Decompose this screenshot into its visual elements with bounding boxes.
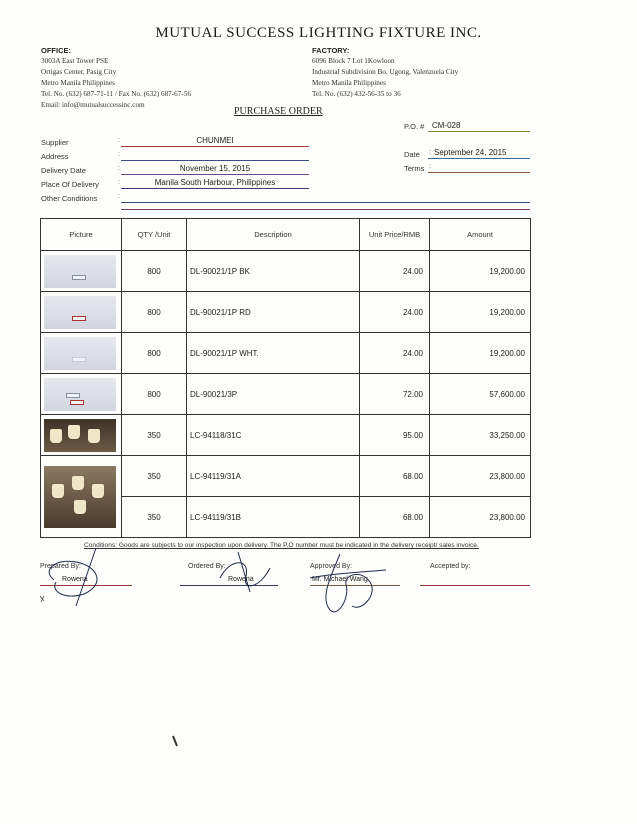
supplier-value: CHUNMEI — [196, 136, 234, 145]
factory-line: Metro Manila Philippines — [312, 79, 386, 87]
table-header-row — [41, 219, 531, 251]
po-number-label: P.O. # — [404, 122, 425, 131]
delivery-date-value: November 15, 2015 — [179, 164, 251, 173]
unit-price-cell: 68.00 — [360, 497, 430, 538]
colon-marker: : — [118, 137, 120, 144]
lamp-shade-icon — [52, 484, 64, 498]
ordered-by-name: Rowena — [228, 576, 254, 583]
description-cell: DL-90021/1P BK — [187, 251, 360, 292]
table-row — [41, 251, 531, 292]
po-number-value: CM-028 — [432, 121, 461, 130]
supplier-label: Supplier — [41, 138, 69, 147]
colon-marker: : — [429, 149, 431, 156]
fixture-icon — [72, 275, 86, 280]
amount-cell: 33,250.00 — [430, 415, 531, 456]
header-qty: QTY /Unit — [122, 219, 187, 251]
qty-cell: 800 — [122, 333, 187, 374]
fixture-icon — [66, 393, 80, 398]
place-of-delivery-value: Manila South Harbour, Philippines — [154, 178, 276, 187]
factory-line: 6096 Block 7 Lot 1Kowloon — [312, 57, 395, 65]
header-description: Description — [187, 219, 360, 251]
unit-price-cell: 68.00 — [360, 456, 430, 497]
amount-cell: 19,200.00 — [430, 251, 531, 292]
chandelier-photo — [44, 466, 116, 528]
ordered-signature-scribble — [210, 548, 280, 598]
fixture-icon — [72, 316, 86, 321]
supplier-underline — [121, 146, 309, 147]
colon-marker: : — [429, 163, 431, 170]
office-line: Ortigas Center, Pasig City — [41, 68, 117, 76]
factory-heading: FACTORY: — [312, 46, 350, 55]
colon-marker: : — [118, 179, 120, 186]
picture-cell — [41, 415, 122, 456]
amount-cell: 57,600.00 — [430, 374, 531, 415]
prepared-by-label: Prepared By: — [40, 563, 81, 570]
factory-address — [312, 45, 458, 100]
amount-cell: 23,800.00 — [430, 497, 531, 538]
unit-price-cell: 24.00 — [360, 333, 430, 374]
document-title: PURCHASE ORDER — [234, 106, 323, 117]
lamp-shade-icon — [88, 429, 100, 443]
colon-marker: : — [118, 151, 120, 158]
table-row — [41, 456, 531, 497]
terms-label: Terms — [404, 164, 425, 173]
address-underline — [121, 160, 309, 161]
amount-cell: 19,200.00 — [430, 292, 531, 333]
qty-cell: 800 — [122, 374, 187, 415]
office-heading: OFFICE: — [41, 46, 71, 55]
factory-line: Tel. No. (632) 432-56-35 to 36 — [312, 90, 401, 98]
ink-mark — [170, 734, 180, 748]
description-cell: DL-90021/1P RD — [187, 292, 360, 333]
place-of-delivery-label: Place Of Delivery — [41, 180, 99, 189]
table-row — [41, 415, 531, 456]
picture-cell — [41, 456, 122, 538]
picture-cell — [41, 292, 122, 333]
lamp-shade-icon — [68, 425, 80, 439]
colon-marker: : — [118, 193, 120, 200]
unit-price-cell: 95.00 — [360, 415, 430, 456]
qty-cell: 800 — [122, 292, 187, 333]
colon-marker: : — [118, 165, 120, 172]
header-unit-price: Unit Price/RMB — [360, 219, 430, 251]
unit-price-cell: 24.00 — [360, 251, 430, 292]
product-photo — [44, 255, 116, 288]
qty-cell: 350 — [122, 415, 187, 456]
office-address — [41, 45, 191, 111]
description-cell: LC-94118/31C — [187, 415, 360, 456]
approved-signature-scribble — [300, 548, 390, 618]
unit-price-cell: 24.00 — [360, 292, 430, 333]
amount-cell: 23,800.00 — [430, 456, 531, 497]
date-label: Date — [404, 150, 420, 159]
office-line: Tel. No. (632) 687-71-11 / Fax No. (632) 687-67-56 — [41, 90, 191, 98]
lamp-shade-icon — [74, 500, 86, 514]
lamp-shade-icon — [92, 484, 104, 498]
description-cell: DL-90021/1P WHT. — [187, 333, 360, 374]
company-name: MUTUAL SUCCESS LIGHTING FIXTURE INC. — [155, 25, 482, 41]
date-value: September 24, 2015 — [434, 148, 507, 157]
other-conditions-underline-2 — [121, 209, 530, 210]
factory-line: Industrial Subdivision Bo. Ugong, Valenzuela City — [312, 68, 459, 76]
table-row — [41, 374, 531, 415]
product-photo — [44, 378, 116, 411]
accepted-by-line — [420, 585, 530, 586]
ordered-by-label: Ordered By: — [188, 563, 226, 570]
terms-underline — [428, 172, 530, 173]
lamp-shade-icon — [50, 429, 62, 443]
delivery-date-underline — [121, 174, 309, 175]
table-row — [41, 333, 531, 374]
po-number-underline — [428, 131, 530, 132]
lamp-shade-icon — [72, 476, 84, 490]
approved-by-name: Mr. Michael Wang — [312, 576, 368, 583]
office-line: 3003A East Tower PSE — [41, 57, 109, 65]
qty-cell: 350 — [122, 456, 187, 497]
product-photo — [44, 337, 116, 370]
picture-cell — [41, 251, 122, 292]
place-of-delivery-underline — [121, 188, 309, 189]
office-line: Email: info@mutualsuccessinc.com — [41, 101, 145, 109]
description-cell: LC-94119/31A — [187, 456, 360, 497]
fixture-icon — [72, 357, 86, 362]
unit-price-cell: 72.00 — [360, 374, 430, 415]
product-photo — [44, 296, 116, 329]
conditions-note: Conditions: Goods are subjects to our inspection upon delivery. The P.O number must be indicated in the delivery receipt/ sales invoice. — [84, 542, 479, 549]
delivery-date-label: Delivery Date — [41, 166, 87, 175]
office-line: Metro Manila Philippines — [41, 79, 115, 87]
chandelier-photo — [44, 419, 116, 452]
fixture-icon — [70, 400, 84, 405]
prepared-signature-scribble — [36, 540, 116, 610]
picture-cell — [41, 333, 122, 374]
other-conditions-label: Other Conditions — [41, 194, 98, 203]
approved-by-label: Approved By: — [310, 563, 353, 570]
address-label: Address — [41, 152, 69, 161]
description-cell: DL-90021/3P — [187, 374, 360, 415]
qty-cell: 350 — [122, 497, 187, 538]
qty-cell: 800 — [122, 251, 187, 292]
amount-cell: 19,200.00 — [430, 333, 531, 374]
date-underline — [428, 158, 530, 159]
table-row — [41, 292, 531, 333]
header-picture: Picture — [41, 219, 122, 251]
header-amount: Amount — [430, 219, 531, 251]
other-conditions-underline — [121, 202, 530, 203]
items-table — [40, 218, 531, 538]
ink-mark — [38, 594, 48, 604]
picture-cell — [41, 374, 122, 415]
accepted-by-label: Accepted by: — [430, 563, 471, 570]
prepared-by-name: Rowena — [62, 576, 88, 583]
description-cell: LC-94119/31B — [187, 497, 360, 538]
